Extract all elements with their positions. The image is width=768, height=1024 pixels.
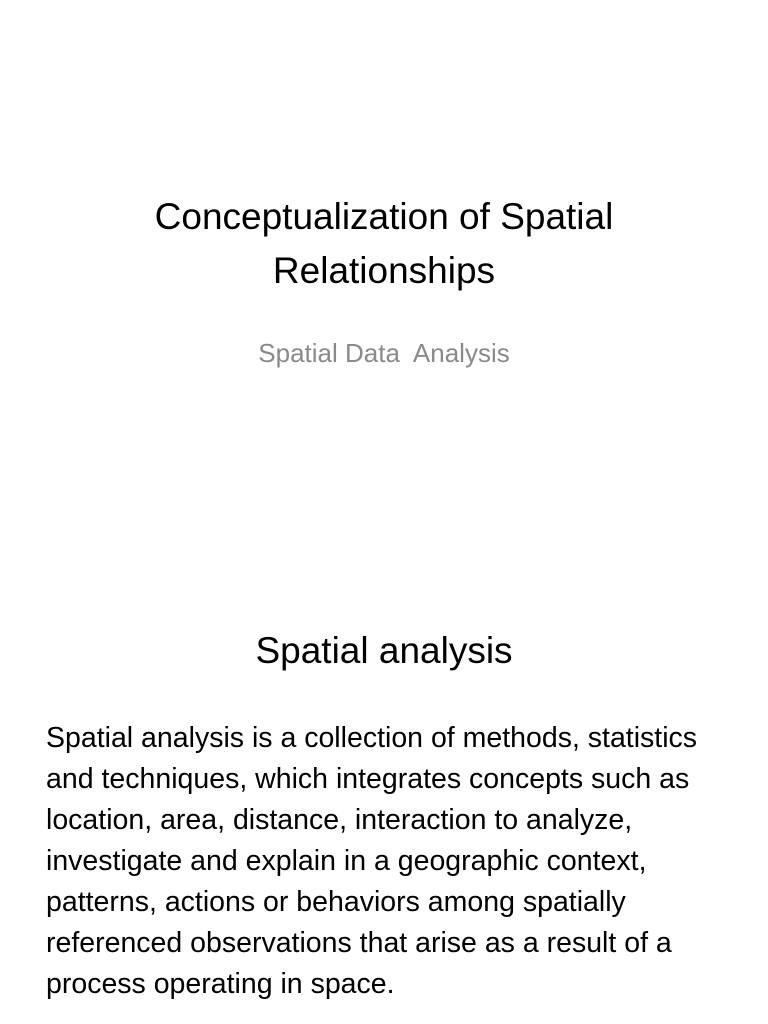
slide-title-heading: Conceptualization of Spatial Relationships [154,196,614,291]
slide-subtitle: Spatial Data Analysis [258,338,510,368]
slide-heading: Spatial analysis [255,630,513,671]
slide-body-text: Spatial analysis is a collection of methods, statistics and techniques, which integrates concepts such as location, area, distance, interaction to analyze, investigate and explain in a geographic context, patterns, actions or behaviors among spatially referenced observations that arise as a result of a process operating in space. [46,722,698,1000]
slide-spatial-analysis [0,576,768,1024]
